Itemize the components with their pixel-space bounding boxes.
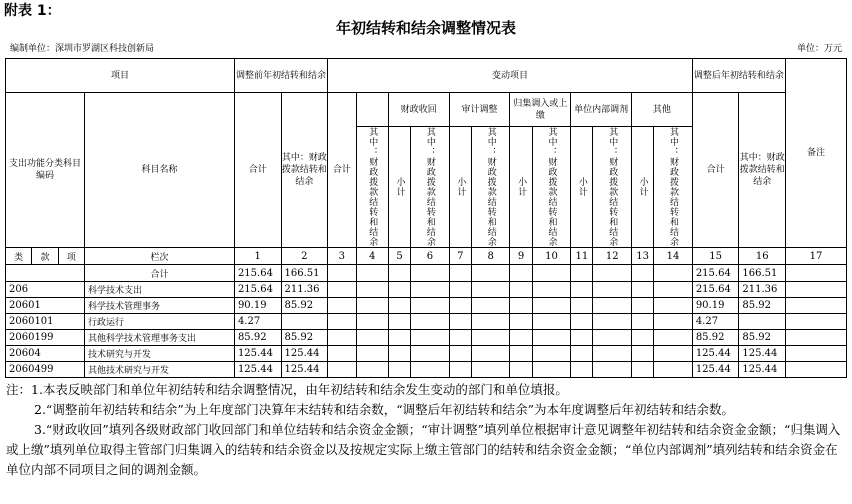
- cell-c1: 215.64: [234, 282, 281, 298]
- col-number: 2: [281, 248, 328, 265]
- table-row: [6, 282, 847, 298]
- cell-c15: 125.44: [692, 346, 739, 362]
- header-func-code: 支出功能分类科目编码: [6, 93, 85, 248]
- header-audit-adj: 审计调整: [449, 93, 510, 127]
- cell-c15: 125.44: [692, 362, 739, 378]
- header-kuan: 款: [32, 248, 58, 265]
- cell-c15: 4.27: [692, 314, 739, 330]
- page-title: 年初结转和结余调整情况表: [335, 19, 516, 37]
- cell-c2: 85.92: [281, 330, 328, 346]
- cell-c16: 166.51: [739, 265, 786, 282]
- header-after-adj: 调整后年初结转和结余: [692, 59, 785, 93]
- cell-c2: 125.44: [281, 346, 328, 362]
- col-number: 12: [593, 248, 631, 265]
- header-xiang: 项: [58, 248, 84, 265]
- cell-name: 技术研究与开发: [84, 346, 234, 362]
- cell-code: 206: [6, 282, 85, 298]
- table-row: [6, 346, 847, 362]
- header-fiscal-sub: 其中：财政拨款结转和结余: [607, 127, 618, 247]
- col-number: 15: [692, 248, 739, 265]
- table-row: [6, 330, 847, 346]
- cell-name: 科学技术支出: [84, 282, 234, 298]
- header-subject-name: 科目名称: [84, 93, 234, 248]
- header-lei: 类: [6, 248, 32, 265]
- header-subtotal: 小计: [516, 177, 527, 197]
- cell-c1: 125.44: [234, 362, 281, 378]
- cell-c15: 215.64: [692, 265, 739, 282]
- header-fiscal-recovery: 财政收回: [388, 93, 449, 127]
- cell-c2: [281, 314, 328, 330]
- cell-c1: 90.19: [234, 298, 281, 314]
- table-row: [6, 362, 847, 378]
- col-number: 6: [411, 248, 449, 265]
- note-3: 3.“财政收回”填列各级财政部门收回部门和单位结转和结余资金金额；“审计调整”填列单位根据审计意见调整年初结转和结余资金金额；“归集调入或上缴”填列单位取得主管部门归集调入的结转和结余资金以及按规定实际上缴主管部门的结转和结余资金金额；“单位内部调剂”填列结转和结余资金在单位内部不同项目之间的调剂金额。: [6, 422, 841, 477]
- cell-c2: 85.92: [281, 298, 328, 314]
- header-remark: 备注: [786, 59, 847, 248]
- header-change-items: 变动项目: [328, 59, 693, 93]
- header-before-total: 合计: [234, 93, 281, 248]
- total-label: 合计: [84, 265, 234, 282]
- col-number: 11: [571, 248, 593, 265]
- header-subtotal: 小计: [455, 177, 466, 197]
- header-fiscal-sub: 其中：财政拨款结转和结余: [668, 127, 679, 247]
- col-number: 5: [388, 248, 410, 265]
- cell-c1: 85.92: [234, 330, 281, 346]
- header-consolidation: 归集调入或上缴: [510, 93, 571, 127]
- cell-c2: 166.51: [281, 265, 328, 282]
- col-number: 9: [510, 248, 532, 265]
- col-number: 16: [739, 248, 786, 265]
- header-fiscal-sub: 其中：财政拨款结转和结余: [485, 127, 496, 247]
- col-number: 10: [532, 248, 570, 265]
- header-fiscal-sub: 其中：财政拨款结转和结余: [367, 127, 378, 247]
- cell-code: 2060199: [6, 330, 85, 346]
- header-fiscal-sub: 其中：财政拨款结转和结余: [546, 127, 557, 247]
- cell-c16: 85.92: [739, 298, 786, 314]
- cell-c16: 85.92: [739, 330, 786, 346]
- header-internal-alloc: 单位内部调剂: [571, 93, 632, 127]
- header-change-total: 合计: [328, 93, 356, 248]
- header-subtotal: 小计: [637, 177, 648, 197]
- table-row-total: [6, 265, 847, 282]
- cell-name: 其他技术研究与开发: [84, 362, 234, 378]
- col-number: 17: [786, 248, 847, 265]
- header-after-fiscal: 其中：财政拨款结转和结余: [739, 93, 786, 248]
- table-row: [6, 298, 847, 314]
- col-number: 14: [654, 248, 693, 265]
- attachment-label: 附表 1：: [4, 3, 61, 19]
- header-item: 项目: [6, 59, 235, 93]
- cell-c16: [739, 314, 786, 330]
- cell-code: 2060499: [6, 362, 85, 378]
- cell-c15: 85.92: [692, 330, 739, 346]
- header-subtotal: 小计: [576, 177, 587, 197]
- cell-name: 行政运行: [84, 314, 234, 330]
- cell-code: 20601: [6, 298, 85, 314]
- notes-section: [6, 380, 846, 480]
- cell-c1: 215.64: [234, 265, 281, 282]
- cell-code: 20604: [6, 346, 85, 362]
- money-unit: 单位：万元: [796, 44, 842, 54]
- cell-c2: 211.36: [281, 282, 328, 298]
- header-subtotal: 小计: [394, 177, 405, 197]
- col-number: 13: [631, 248, 653, 265]
- header-before-adj: 调整前年初结转和结余: [234, 59, 327, 93]
- col-number: 4: [356, 248, 388, 265]
- col-number: 1: [234, 248, 281, 265]
- note-1: 注：1.本表反映部门和单位年初结转和结余调整情况，由年初结转和结余发生变动的部门和单位填报。: [6, 382, 568, 397]
- cell-c15: 215.64: [692, 282, 739, 298]
- adjustment-table: [5, 58, 847, 378]
- cell-name: 其他科学技术管理事务支出: [84, 330, 234, 346]
- header-before-fiscal: 其中：财政拨款结转和结余: [281, 93, 328, 248]
- note-2: 2.“调整前年初结转和结余”为上年度部门决算年末结转和结余数，“调整后年初结转和结余”为本年度调整后年初结转和结余数。: [34, 402, 734, 417]
- header-after-total: 合计: [692, 93, 739, 248]
- col-number: 8: [471, 248, 509, 265]
- row-seq-label: 栏次: [84, 248, 234, 265]
- col-number: 3: [328, 248, 356, 265]
- header-fiscal-sub: 其中：财政拨款结转和结余: [424, 127, 435, 247]
- cell-c1: 125.44: [234, 346, 281, 362]
- compiler-unit: 编制单位：深圳市罗湖区科技创新局: [10, 44, 155, 54]
- cell-c16: 125.44: [739, 346, 786, 362]
- table-row: [6, 314, 847, 330]
- header-other: 其他: [631, 93, 692, 127]
- cell-c15: 90.19: [692, 298, 739, 314]
- cell-c2: 125.44: [281, 362, 328, 378]
- cell-name: 科学技术管理事务: [84, 298, 234, 314]
- col-number: 7: [449, 248, 471, 265]
- cell-c16: 125.44: [739, 362, 786, 378]
- cell-c1: 4.27: [234, 314, 281, 330]
- cell-c16: 211.36: [739, 282, 786, 298]
- cell-code: 2060101: [6, 314, 85, 330]
